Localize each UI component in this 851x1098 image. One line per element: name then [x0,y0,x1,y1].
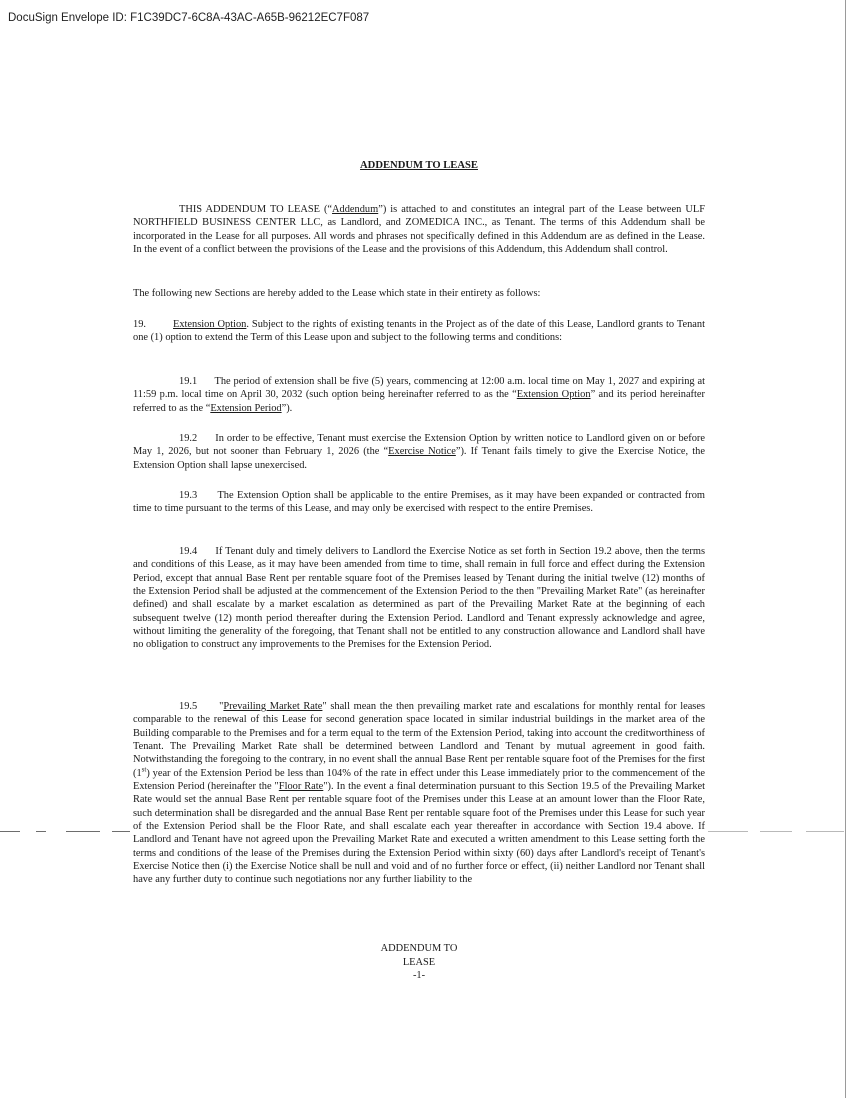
extension-option-term: Extension Option [516,389,591,401]
extension-period-term: Extension Period [210,402,282,414]
section-heading: Extension Option [173,319,247,330]
page-number: -1- [412,970,426,982]
section-19 [133,318,705,345]
scan-artifact-line [112,831,130,832]
section-text: ”). [281,402,293,414]
section-text: ” and its period hereinafter referred to as the “ [133,389,705,414]
section-number: 19.5 " [179,701,224,712]
document-title: ADDENDUM TO LEASE [360,160,478,171]
section-text: 19.2 In order to be effective, Tenant must exercise the Extension Option by written notice to Landlord given on or before May 1, 2026, but not sooner than February 1, 2026 (the “ [133,433,705,458]
new-sections-paragraph: The following new Sections are hereby added to the Lease which state in their entirety as follows: [133,288,541,299]
scan-artifact-line [760,831,792,832]
intro-paragraph [133,203,705,256]
scan-artifact-line [0,831,20,832]
section-text: ”). If Tenant fails timely to give the Exercise Notice, the Extension Option shall lapse unexercised. [133,446,705,471]
intro-text: THIS ADDENDUM TO LEASE (“ [179,204,333,215]
scan-artifact-line [806,831,844,832]
section-text: 19.1 The period of extension shall be five (5) years, commencing at 12:00 a.m. local time on May 1, 2027 and expiring at 11:59 p.m. local time on April 30, 2032 (such option being hereinafter referred to as the “ [133,376,705,401]
section-number: 19. [133,319,146,330]
section-text: ) year of the Extension Period be less than 104% of the rate in effect under this Lease immediately prior to the commencement of the Extension Period (hereinafter the " [133,767,705,793]
footer-line: LEASE [402,956,436,968]
section-19-3: 19.3 The Extension Option shall be applicable to the entire Premises, as it may have been expanded or contracted from time to time pursuant to the terms of this Lease, and may only be exercised with respect to the entire Premises. [133,490,705,515]
section-19-2 [133,432,705,472]
section-text: " shall mean the then prevailing market rate and escalations for monthly rental for leases comparable to the renewal of this Lease for second generation space located in similar industrial buildings in the market area of the Building comparable to the Premises and for a term equal to the term of the Extension Period, taking into account the creditworthiness of Tenant. The Prevailing Market Rate shall be determined between Landlord and Tenant by mutual agreement in good faith. Notwithstanding the foregoing to the contrary, in no event shall the annual Base Rent per rentable square foot of the Premises for the first (1 [133,701,706,779]
scan-artifact-line [708,831,748,832]
addendum-defined-term: Addendum [332,204,379,215]
docusign-envelope-id: DocuSign Envelope ID: F1C39DC7-6C8A-43AC-A65B-96212EC7F087 [8,12,370,24]
section-19-1 [133,375,705,415]
footer-line: ADDENDUM TO [380,943,458,954]
section-text: . Subject to the rights of existing tenants in the Project as of the date of this Lease, Landlord grants to Tenant one (1) option to extend the Term of this Lease upon and subject to the following terms and conditions: [133,319,705,344]
floor-rate-term: Floor Rate [278,781,324,793]
scan-artifact-line [66,831,100,832]
scan-artifact-line [36,831,46,832]
section-text: "). In the event a final determination pursuant to this Section 19.5 of the Prevailing Market Rate would set the annual Base Rent per rentable square foot of the Premises under this Lease at an amount lower than the Floor Rate, such determination shall be disregarded and the annual Base Rent per rentable square foot of the Premises under this Lease for such year of the Extension Period shall be the Floor Rate, and shall escalate each year thereafter in accordance with Section 19.4 above. If Landlord and Tenant have not agreed upon the Prevailing Market Rate and executed a written amendment to this Lease setting forth the terms and conditions of the lease of the Premises during the Extension Period within sixty (60) days after Landlord's receipt of Tenant's Exercise Notice then (i) the Exercise Notice shall be null and void and of no further force or effect, (ii) neither Landlord nor Tenant shall have any further duty to continue such negotiations nor any further liability to the [133,781,706,886]
page-footer [133,942,705,983]
prevailing-market-rate-term: Prevailing Market Rate [223,701,323,712]
ordinal-suffix: st [141,765,147,774]
page-edge-line [845,0,846,1098]
intro-text: ”) is attached to and constitutes an integral part of the Lease between ULF NORTHFIELD BUSINESS CENTER LLC, as Landlord, and ZOMEDICA INC., as Tenant. The terms of this Addendum shall be incorporated in the Lease for all purposes. All words and phrases not specifically defined in this Addendum are as defined in the Lease. In the event of a conflict between the provisions of the Lease and the provisions of this Addendum, this Addendum shall control. [133,204,705,256]
section-19-5 [133,700,705,887]
section-19-4: 19.4 If Tenant duly and timely delivers to Landlord the Exercise Notice as set forth in Section 19.2 above, then the terms and conditions of this Lease, as it may have been amended from time to time, shall remain in full force and effect during the Extension Period, except that annual Base Rent per rentable square foot of the Premises leased by Tenant during the initial twelve (12) months of the Extension Period shall be adjusted at the commencement of the Extension Period to the then "Prevailing Market Rate" (as hereinafter defined) and shall escalate by a market escalation as determined as part of the Prevailing Market Rate at the beginning of each subsequent twelve (12) month period thereafter during the Extension Period. Landlord and Tenant expressly acknowledge and agree, without limiting the generality of the foregoing, that Tenant shall not be entitled to any construction allowance and Landlord shall have no obligation to construct any improvements to the Premises for the Extension Period. [133,546,705,651]
exercise-notice-term: Exercise Notice [388,446,456,458]
